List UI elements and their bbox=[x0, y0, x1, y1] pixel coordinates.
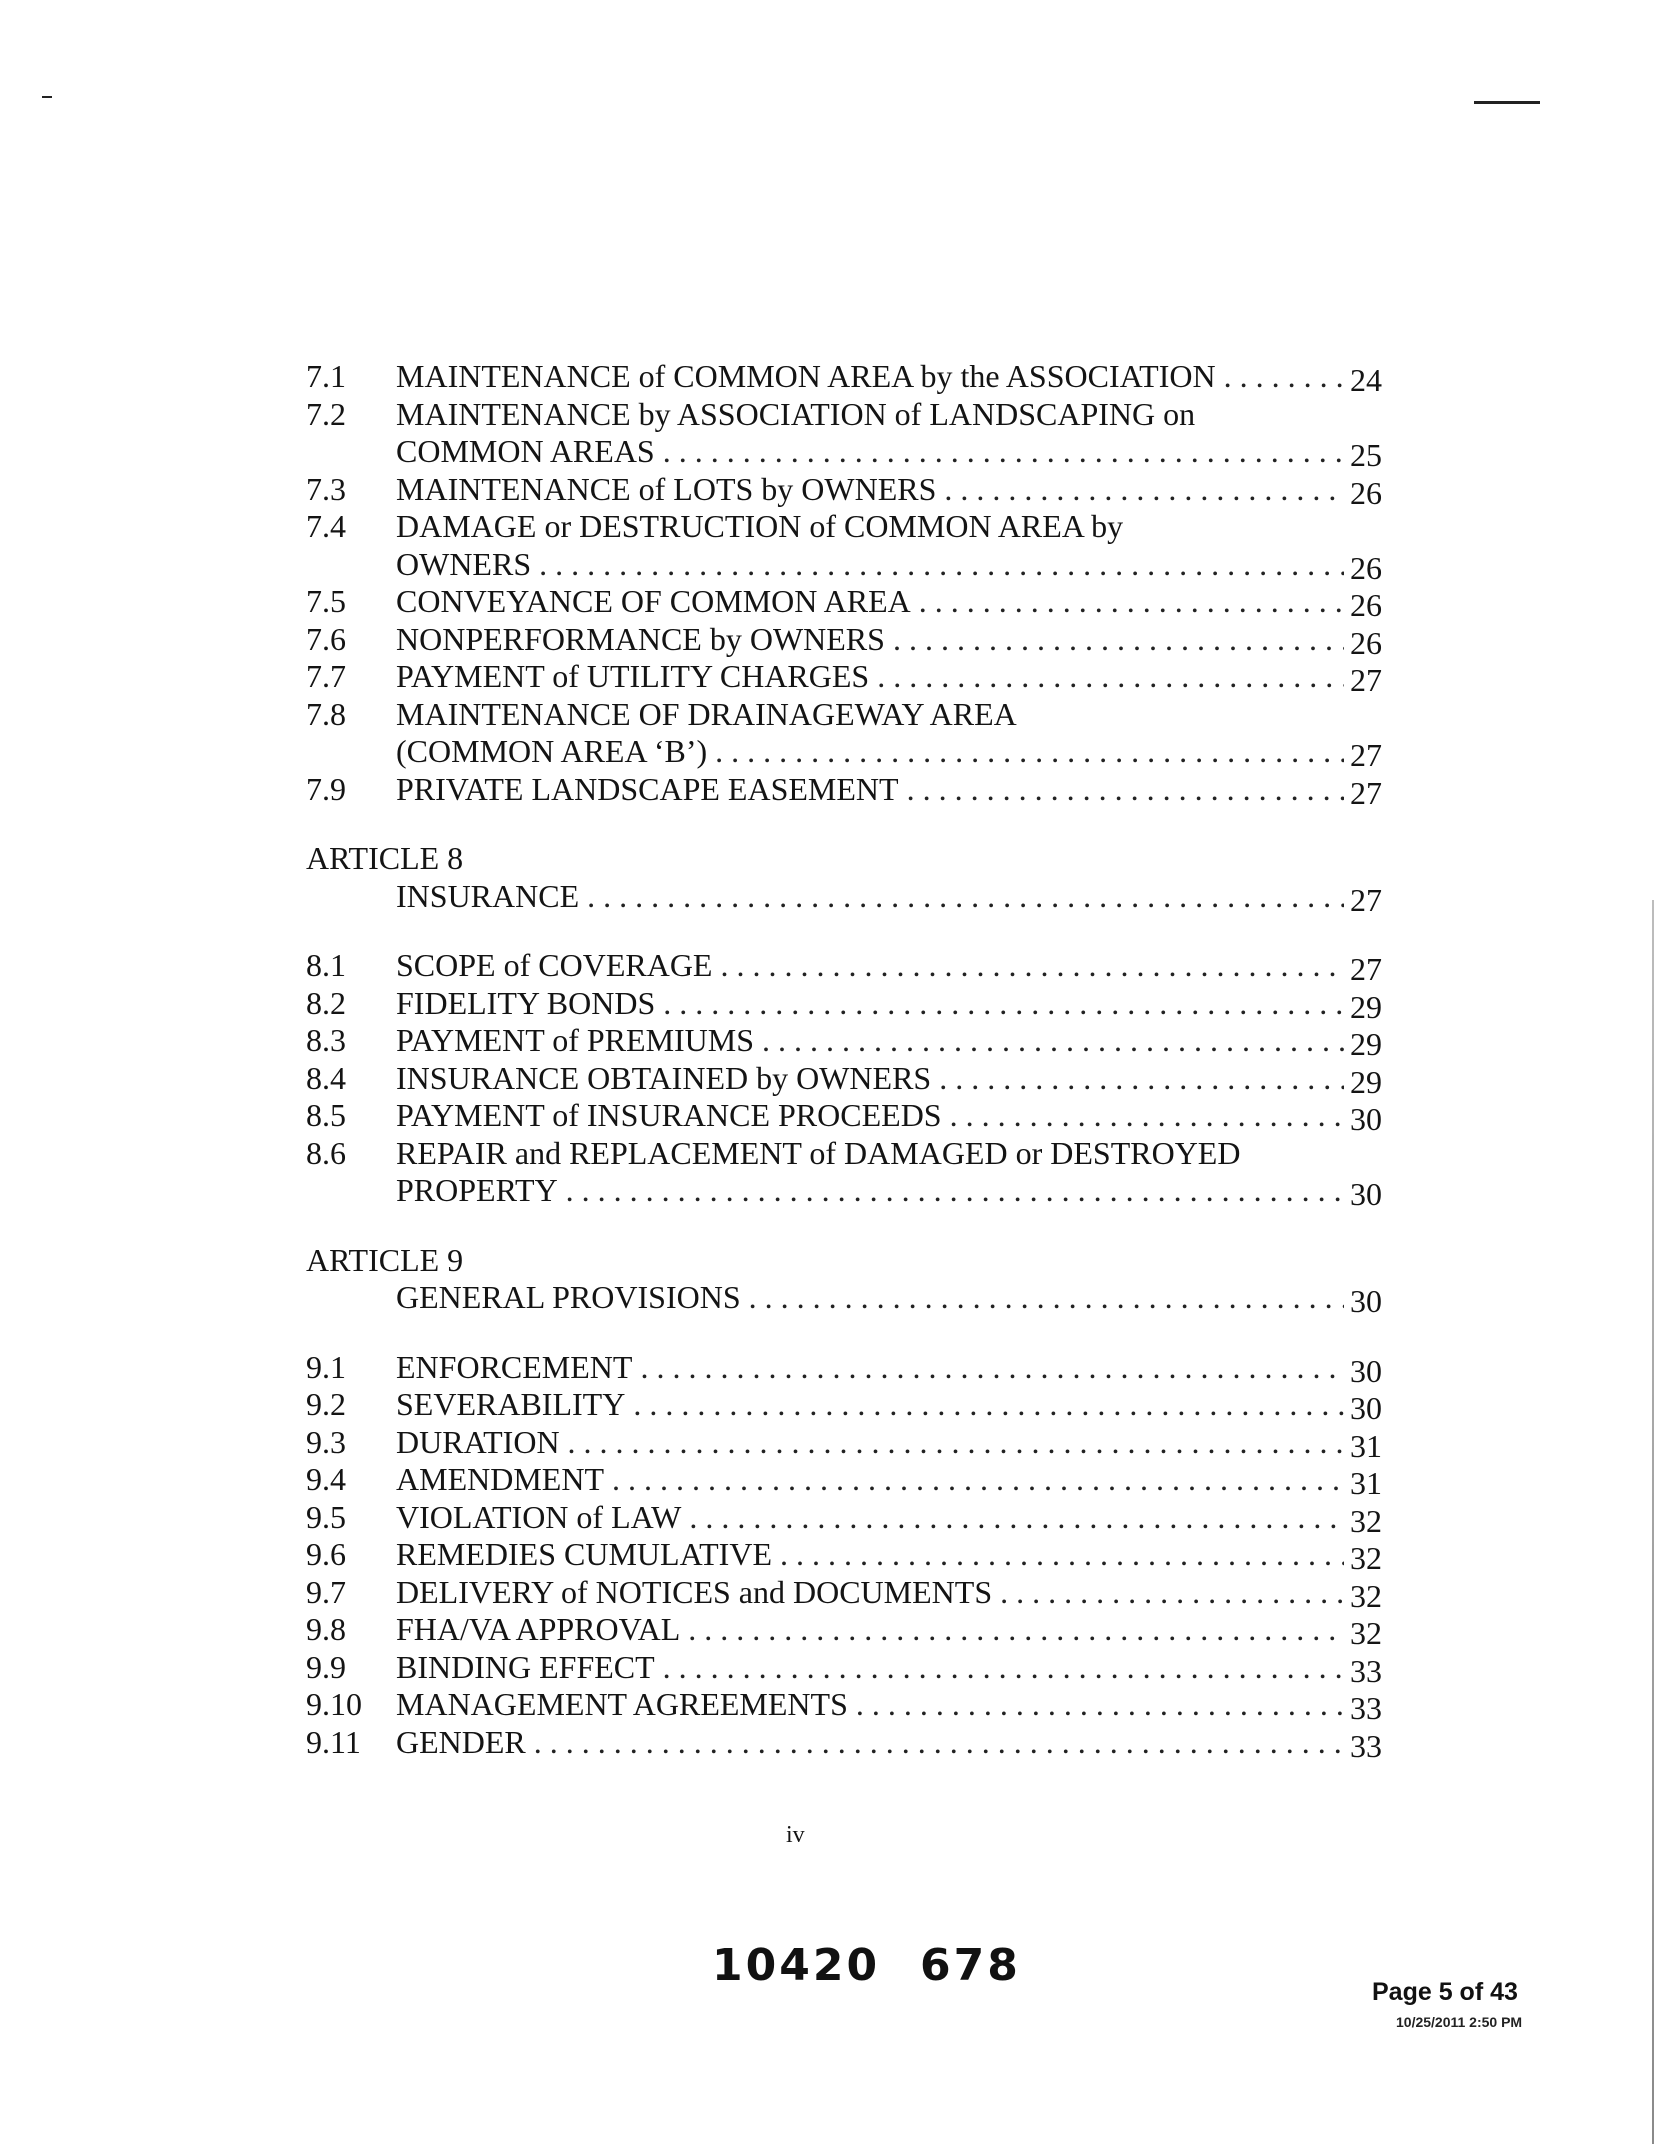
section-title: MANAGEMENT AGREEMENTS bbox=[396, 1686, 848, 1722]
section-number: 9.11 bbox=[306, 1723, 361, 1760]
section-title: MAINTENANCE by ASSOCIATION of LANDSCAPING on bbox=[396, 395, 1196, 432]
section-title: CONVEYANCE OF COMMON AREA bbox=[396, 583, 911, 619]
toc-entry bbox=[396, 471, 1382, 509]
page-ref: 26 bbox=[1350, 549, 1382, 586]
section-number: 9.5 bbox=[306, 1498, 346, 1535]
toc-entry bbox=[396, 1611, 1382, 1649]
dot-leader bbox=[992, 1574, 1344, 1612]
article-title-row bbox=[306, 878, 1382, 916]
toc-entry bbox=[396, 1424, 1382, 1462]
section-title: MAINTENANCE OF DRAINAGEWAY AREA bbox=[396, 695, 1017, 732]
toc-entry bbox=[396, 1060, 1382, 1098]
toc-row bbox=[306, 583, 1382, 621]
section-number: 9.8 bbox=[306, 1611, 346, 1647]
toc-row bbox=[306, 508, 1382, 546]
section-title: GENDER bbox=[396, 1723, 526, 1760]
toc-entry bbox=[396, 1279, 1382, 1317]
print-timestamp: 10/25/2011 2:50 PM bbox=[1396, 2014, 1523, 2030]
toc-entry bbox=[396, 433, 1382, 471]
page-ref: 30 bbox=[1350, 1176, 1382, 1212]
section-number: 7.6 bbox=[306, 620, 346, 657]
section-number: 9.6 bbox=[306, 1536, 346, 1572]
page-ref: 27 bbox=[1350, 951, 1382, 987]
toc-row bbox=[306, 1022, 1382, 1060]
section-title: MAINTENANCE of COMMON AREA by the ASSOCIATION bbox=[396, 358, 1216, 394]
section-number: 7.8 bbox=[306, 695, 346, 732]
dot-leader bbox=[531, 546, 1344, 584]
section-title: FIDELITY BONDS bbox=[396, 984, 656, 1021]
table-of-contents bbox=[306, 358, 1382, 1764]
dot-leader bbox=[558, 1172, 1344, 1210]
section-title: OWNERS bbox=[396, 545, 532, 582]
toc-row bbox=[306, 696, 1382, 734]
section-number: 9.2 bbox=[306, 1386, 346, 1422]
toc-row bbox=[306, 1135, 1382, 1173]
dot-leader bbox=[942, 1097, 1344, 1135]
toc-row bbox=[306, 985, 1382, 1023]
page-ref: 29 bbox=[1350, 1063, 1382, 1100]
page-ref: 27 bbox=[1350, 774, 1382, 811]
page-ref: 24 bbox=[1350, 362, 1382, 398]
toc-entry bbox=[396, 396, 1382, 434]
dot-leader bbox=[712, 947, 1344, 985]
toc-entry bbox=[396, 546, 1382, 584]
dot-leader bbox=[632, 1349, 1344, 1387]
toc-row bbox=[306, 947, 1382, 985]
page-ref: 27 bbox=[1350, 662, 1382, 698]
section-title: INSURANCE OBTAINED by OWNERS bbox=[396, 1059, 932, 1096]
dot-leader bbox=[741, 1279, 1344, 1317]
article-label-row bbox=[306, 840, 1382, 878]
toc-entry bbox=[396, 1461, 1382, 1499]
section-number: 9.4 bbox=[306, 1461, 346, 1497]
section-number: 7.9 bbox=[306, 770, 346, 807]
toc-row bbox=[306, 396, 1382, 434]
section-number: 9.7 bbox=[306, 1573, 346, 1610]
toc-row bbox=[306, 1536, 1382, 1574]
section-number: 9.3 bbox=[306, 1423, 346, 1460]
scan-edge-line bbox=[1652, 900, 1654, 2144]
page-ref: 29 bbox=[1350, 1026, 1382, 1062]
toc-row bbox=[306, 621, 1382, 659]
page-ref: 32 bbox=[1350, 1502, 1382, 1539]
toc-entry bbox=[396, 1386, 1382, 1424]
section-number: 8.5 bbox=[306, 1097, 346, 1133]
page-ref: 30 bbox=[1350, 1390, 1382, 1426]
section-title: DELIVERY of NOTICES and DOCUMENTS bbox=[396, 1573, 993, 1610]
section-title: PAYMENT of UTILITY CHARGES bbox=[396, 658, 870, 694]
dot-leader bbox=[579, 878, 1344, 916]
toc-entry bbox=[396, 985, 1382, 1023]
section-number: 7.3 bbox=[306, 470, 346, 507]
dot-leader bbox=[885, 621, 1344, 659]
toc-row bbox=[306, 658, 1382, 696]
book-number-stamp: 10420 bbox=[712, 1940, 881, 1991]
page-of-total: Page 5 of 43 bbox=[1372, 1978, 1518, 2006]
section-title: FHA/VA APPROVAL bbox=[396, 1611, 681, 1647]
toc-entry bbox=[396, 1724, 1382, 1762]
dot-leader bbox=[526, 1724, 1344, 1762]
toc-entry bbox=[396, 1097, 1382, 1135]
page-ref: 27 bbox=[1350, 737, 1382, 773]
toc-entry bbox=[396, 1172, 1382, 1210]
dot-leader bbox=[625, 1386, 1344, 1424]
dot-leader bbox=[911, 583, 1344, 621]
section-number: 9.10 bbox=[306, 1686, 362, 1722]
page-ref: 30 bbox=[1350, 1283, 1382, 1319]
section-number: 7.7 bbox=[306, 658, 346, 694]
toc-entry bbox=[396, 1349, 1382, 1387]
toc-entry bbox=[396, 621, 1382, 659]
dot-leader bbox=[772, 1536, 1344, 1574]
toc-entry bbox=[396, 771, 1382, 809]
section-gap bbox=[306, 1210, 1382, 1242]
dot-leader bbox=[1216, 358, 1344, 396]
page-ref: 29 bbox=[1350, 988, 1382, 1025]
section-number: 9.1 bbox=[306, 1348, 346, 1385]
section-title: PAYMENT of PREMIUMS bbox=[396, 1022, 755, 1058]
article-label: ARTICLE 9 bbox=[306, 1241, 464, 1278]
page-ref: 32 bbox=[1350, 1540, 1382, 1576]
section-title: DURATION bbox=[396, 1423, 560, 1460]
section-title: REPAIR and REPLACEMENT of DAMAGED or DESTROYED bbox=[396, 1134, 1241, 1171]
page-ref: 31 bbox=[1350, 1427, 1382, 1464]
toc-row bbox=[306, 1724, 1382, 1762]
section-title: DAMAGE or DESTRUCTION of COMMON AREA by bbox=[396, 508, 1124, 544]
section-title: MAINTENANCE of LOTS by OWNERS bbox=[396, 470, 937, 507]
dot-leader bbox=[560, 1424, 1344, 1462]
section-number: 7.1 bbox=[306, 358, 346, 394]
toc-row bbox=[306, 1499, 1382, 1537]
section-title: PAYMENT of INSURANCE PROCEEDS bbox=[396, 1097, 942, 1133]
page-ref: 33 bbox=[1350, 1727, 1382, 1764]
toc-row bbox=[306, 1097, 1382, 1135]
corner-mark-left bbox=[42, 96, 52, 98]
toc-entry bbox=[396, 1135, 1382, 1173]
toc-entry bbox=[396, 696, 1382, 734]
toc-entry bbox=[396, 508, 1382, 546]
toc-entry bbox=[396, 1499, 1382, 1537]
page-number-stamp: 678 bbox=[920, 1940, 1021, 1991]
page-ref: 30 bbox=[1350, 1101, 1382, 1137]
section-title: REMEDIES CUMULATIVE bbox=[396, 1536, 772, 1572]
toc-row bbox=[306, 733, 1382, 771]
toc-row bbox=[306, 546, 1382, 584]
toc-row bbox=[306, 358, 1382, 396]
page-ref: 26 bbox=[1350, 624, 1382, 661]
toc-entry bbox=[396, 947, 1382, 985]
section-number: 7.2 bbox=[306, 395, 346, 432]
section-gap bbox=[306, 808, 1382, 840]
section-title: SCOPE of COVERAGE bbox=[396, 947, 713, 983]
toc-row bbox=[306, 1424, 1382, 1462]
toc-entry bbox=[396, 1686, 1382, 1724]
dot-leader bbox=[848, 1686, 1344, 1724]
dot-leader bbox=[681, 1499, 1344, 1537]
dot-leader bbox=[655, 985, 1344, 1023]
section-title: NONPERFORMANCE by OWNERS bbox=[396, 620, 885, 657]
section-number: 8.1 bbox=[306, 947, 346, 983]
toc-row bbox=[306, 1386, 1382, 1424]
toc-row bbox=[306, 1574, 1382, 1612]
page-ref: 32 bbox=[1350, 1577, 1382, 1614]
article-title: INSURANCE bbox=[396, 877, 580, 914]
page-ref: 25 bbox=[1350, 437, 1382, 473]
section-number: 8.4 bbox=[306, 1059, 346, 1096]
dot-leader bbox=[899, 771, 1344, 809]
dot-leader bbox=[936, 471, 1344, 509]
section-title: ENFORCEMENT bbox=[396, 1348, 633, 1385]
page-number-roman: iv bbox=[786, 1822, 805, 1848]
toc-row bbox=[306, 1172, 1382, 1210]
toc-entry bbox=[396, 583, 1382, 621]
page-ref: 33 bbox=[1350, 1690, 1382, 1726]
section-title: PRIVATE LANDSCAPE EASEMENT bbox=[396, 770, 899, 807]
dot-leader bbox=[655, 1649, 1344, 1687]
dot-leader bbox=[655, 433, 1344, 471]
section-gap bbox=[306, 915, 1382, 947]
section-title: SEVERABILITY bbox=[396, 1386, 626, 1422]
article-title: GENERAL PROVISIONS bbox=[396, 1279, 741, 1315]
section-title: (COMMON AREA ‘B’) bbox=[396, 733, 708, 769]
toc-entry bbox=[396, 358, 1382, 396]
toc-entry bbox=[396, 1022, 1382, 1060]
article-label: ARTICLE 8 bbox=[306, 840, 464, 876]
toc-row bbox=[306, 1686, 1382, 1724]
toc-entry bbox=[396, 1536, 1382, 1574]
toc-row bbox=[306, 1461, 1382, 1499]
section-title: AMENDMENT bbox=[396, 1461, 604, 1497]
section-title: VIOLATION of LAW bbox=[396, 1498, 682, 1535]
dot-leader bbox=[754, 1022, 1344, 1060]
page-ref: 33 bbox=[1350, 1652, 1382, 1689]
toc-entry bbox=[396, 1649, 1382, 1687]
section-number: 8.2 bbox=[306, 984, 346, 1021]
page-ref: 32 bbox=[1350, 1615, 1382, 1651]
toc-row bbox=[306, 1349, 1382, 1387]
corner-mark-right bbox=[1474, 101, 1540, 104]
toc-entry bbox=[396, 1574, 1382, 1612]
section-title: BINDING EFFECT bbox=[396, 1648, 655, 1685]
toc-row bbox=[306, 771, 1382, 809]
section-number: 7.4 bbox=[306, 508, 346, 544]
section-number: 9.9 bbox=[306, 1648, 346, 1685]
toc-row bbox=[306, 1611, 1382, 1649]
toc-row bbox=[306, 471, 1382, 509]
dot-leader bbox=[869, 658, 1344, 696]
section-title: PROPERTY bbox=[396, 1172, 558, 1208]
toc-entry bbox=[396, 733, 1382, 771]
toc-row bbox=[306, 1649, 1382, 1687]
section-title: COMMON AREAS bbox=[396, 433, 655, 469]
section-gap bbox=[306, 1317, 1382, 1349]
dot-leader bbox=[680, 1611, 1344, 1649]
page-ref: 31 bbox=[1350, 1465, 1382, 1501]
article-label-row bbox=[306, 1242, 1382, 1280]
dot-leader bbox=[604, 1461, 1344, 1499]
section-number: 8.3 bbox=[306, 1022, 346, 1058]
page-ref: 26 bbox=[1350, 587, 1382, 623]
toc-row bbox=[306, 1060, 1382, 1098]
page-ref: 26 bbox=[1350, 474, 1382, 511]
section-number: 8.6 bbox=[306, 1134, 346, 1171]
page-ref: 27 bbox=[1350, 881, 1382, 918]
page-ref: 30 bbox=[1350, 1352, 1382, 1389]
section-number: 7.5 bbox=[306, 583, 346, 619]
dot-leader bbox=[931, 1060, 1344, 1098]
toc-entry bbox=[396, 878, 1382, 916]
toc-row bbox=[306, 433, 1382, 471]
article-title-row bbox=[306, 1279, 1382, 1317]
toc-entry bbox=[396, 658, 1382, 696]
dot-leader bbox=[707, 733, 1344, 771]
